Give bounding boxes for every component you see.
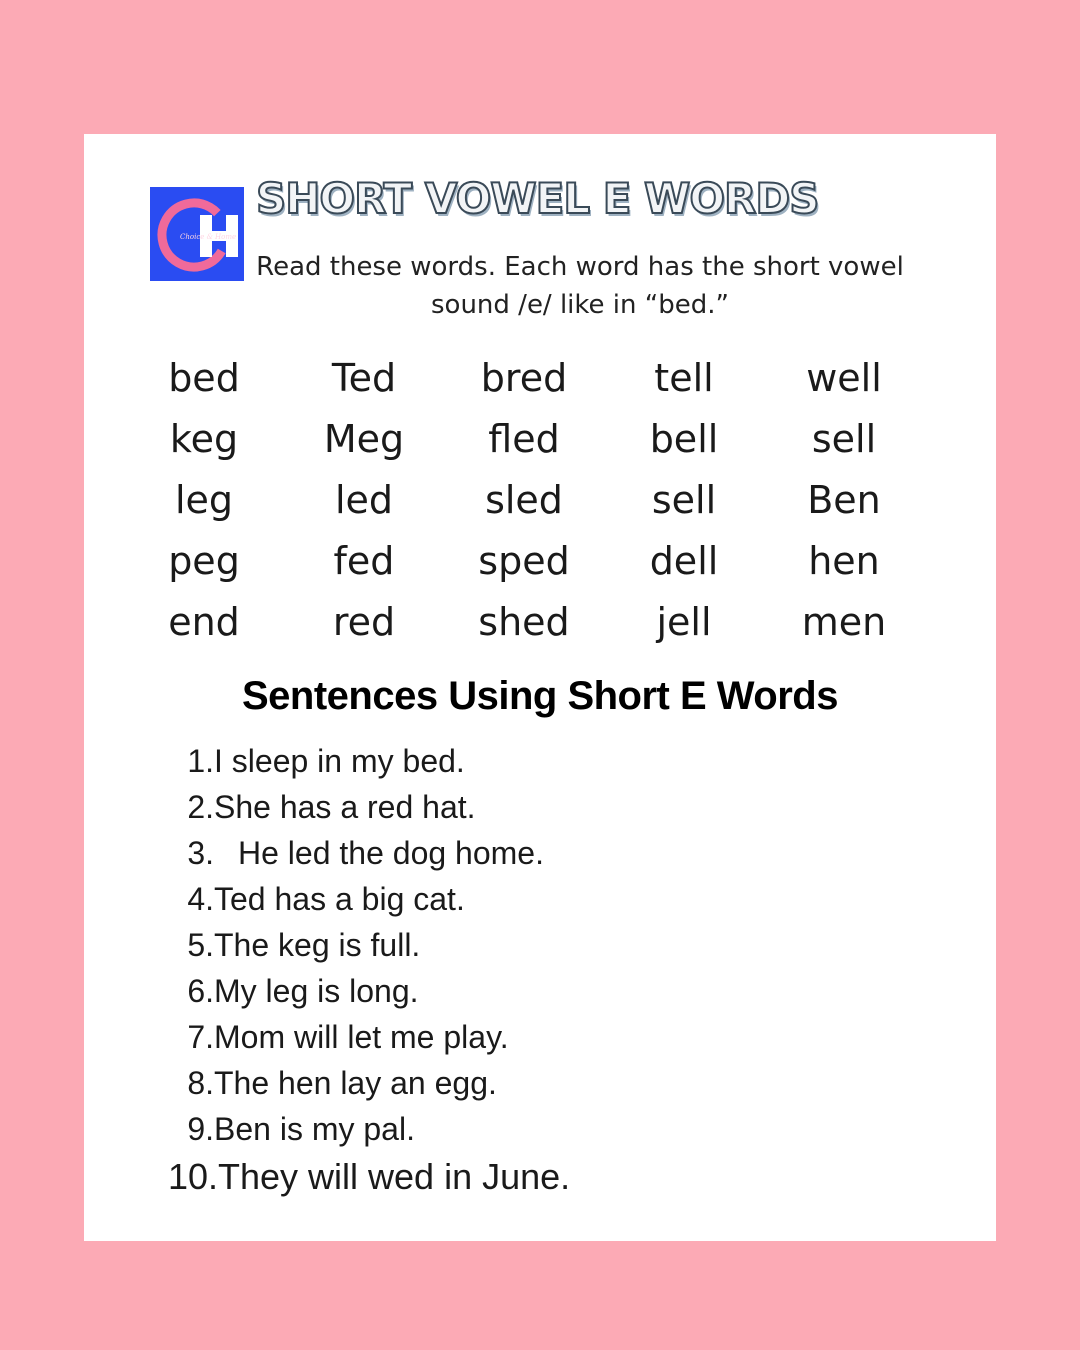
word-cell: sped xyxy=(478,539,570,583)
item-number: 9. xyxy=(187,1111,214,1147)
word-cell: Meg xyxy=(323,417,405,461)
word-cell: red xyxy=(332,600,396,644)
item-text: The keg is full. xyxy=(214,927,421,963)
word-cell: men xyxy=(801,600,887,644)
brand-logo xyxy=(150,187,244,281)
item-text: Mom will let me play. xyxy=(214,1019,509,1055)
item-text: He led the dog home. xyxy=(238,835,544,871)
word-cell: peg xyxy=(168,539,240,583)
list-item xyxy=(160,830,570,876)
word-cell: fed xyxy=(333,539,395,583)
word-cell: well xyxy=(806,356,882,400)
item-text: The hen lay an egg. xyxy=(214,1065,497,1101)
word-cell: shed xyxy=(478,600,570,644)
word-cell: led xyxy=(334,478,394,522)
word-cell: sell xyxy=(811,417,877,461)
worksheet xyxy=(84,134,996,1241)
list-item xyxy=(160,876,570,922)
list-item xyxy=(160,1152,570,1202)
word-cell: Ben xyxy=(807,478,881,522)
word-cell: hen xyxy=(808,539,880,583)
word-cell: bed xyxy=(168,356,240,400)
item-text: They will wed in June. xyxy=(218,1156,571,1197)
word-cell: tell xyxy=(654,356,714,400)
item-text: Ben is my pal. xyxy=(214,1111,415,1147)
item-number: 1. xyxy=(187,743,214,779)
word-cell: bred xyxy=(480,356,568,400)
word-cell: leg xyxy=(174,478,234,522)
item-number: 4. xyxy=(187,881,214,917)
item-number: 5. xyxy=(187,927,214,963)
list-item xyxy=(160,922,570,968)
word-cell: jell xyxy=(656,600,712,644)
word-grid xyxy=(124,348,972,653)
item-number: 2. xyxy=(187,789,214,825)
list-item xyxy=(160,738,570,784)
item-text: She has a red hat. xyxy=(214,789,476,825)
word-cell: keg xyxy=(169,417,239,461)
word-cell: sell xyxy=(651,478,717,522)
svg-text:Choice & Home: Choice & Home xyxy=(180,233,237,241)
word-cell: sled xyxy=(485,478,563,522)
list-item xyxy=(160,784,570,830)
list-item xyxy=(160,1106,570,1152)
item-number: 8. xyxy=(187,1065,214,1101)
item-text: Ted has a big cat. xyxy=(214,881,465,917)
list-item xyxy=(160,1060,570,1106)
item-text: I sleep in my bed. xyxy=(214,743,465,779)
instructions: Read these words. Each word has the short vowel sound /e/ like in “bed.” xyxy=(256,252,904,320)
word-cell: bell xyxy=(649,417,719,461)
item-text: My leg is long. xyxy=(214,973,419,1009)
word-cell: dell xyxy=(649,539,719,583)
item-number: 3. xyxy=(187,835,214,871)
word-cell: Ted xyxy=(331,356,397,400)
page-title: SHORT VOWEL E WORDS xyxy=(256,174,819,223)
list-item xyxy=(160,1014,570,1060)
sentences-heading: Sentences Using Short E Words xyxy=(242,674,838,718)
word-cell: end xyxy=(168,600,240,644)
word-cell: fled xyxy=(488,417,560,461)
list-item xyxy=(160,968,570,1014)
item-number: 10. xyxy=(167,1156,218,1197)
item-number: 6. xyxy=(187,973,214,1009)
item-number: 7. xyxy=(187,1019,214,1055)
sentence-list xyxy=(160,738,570,1202)
